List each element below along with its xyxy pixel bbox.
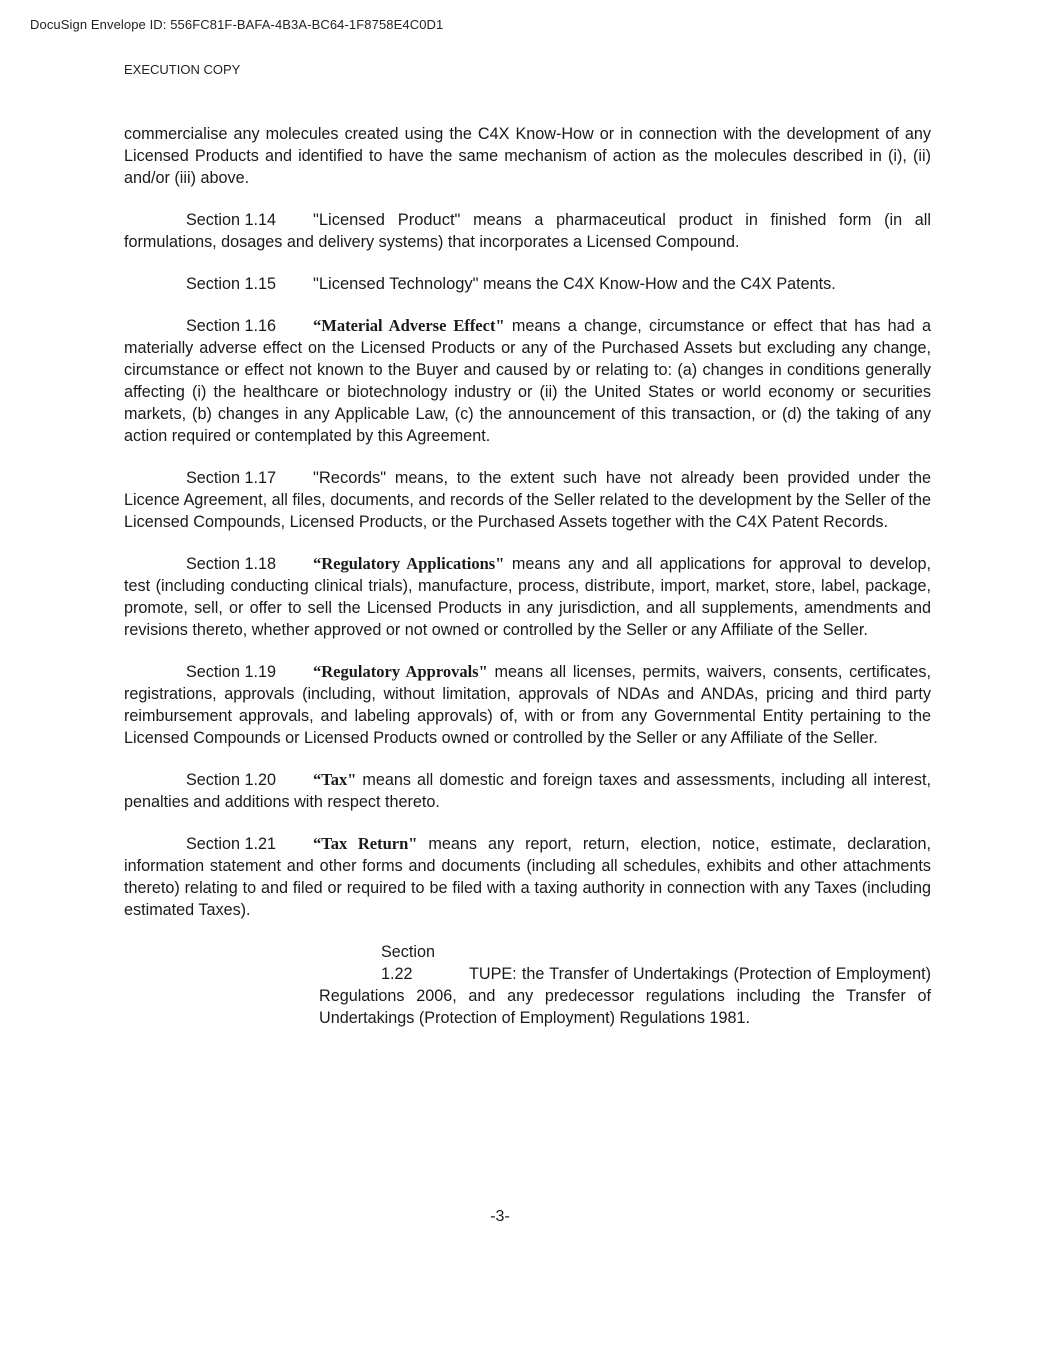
section-number: Section 1.19 <box>186 663 276 681</box>
definition-text: means the C4X Know-How and the C4X Patents. <box>478 275 836 293</box>
section-1-14 <box>124 209 931 253</box>
defined-term: “Tax" <box>313 770 357 789</box>
defined-term: “Regulatory Applications" <box>313 554 505 573</box>
defined-term: “Tax Return" <box>313 834 418 853</box>
section-1-21 <box>124 833 931 921</box>
definition-text: means, to the extent such have not already been provided under the Licence Agreement, all files, documents, and records of the Seller related to the development by the Seller of the Licensed Compounds, Licensed Products, or the Purchased Assets together with the C4X Patent Records. <box>124 469 931 531</box>
definition-text: means a pharmaceutical product in finished form (in all formulations, dosages and delivery systems) that incorporates a Licensed Compound. <box>124 211 931 251</box>
intro-paragraph: commercialise any molecules created using the C4X Know-How or in connection with the development of any Licensed Products and identified to have the same mechanism of action as the molecules described in (i), (ii) and/or (iii) above. <box>124 125 931 187</box>
section-number: Section 1.16 <box>186 317 276 335</box>
section-1-22 <box>319 941 931 1029</box>
defined-term: “Regulatory Approvals" <box>313 662 488 681</box>
defined-term: “Material Adverse Effect" <box>313 316 505 335</box>
definition-text: means a change, circumstance or effect that has had a materially adverse effect on the Licensed Products or any of the Purchased Assets but excluding any change, circumstance or effect not known to the Buyer and caused by or relating to: (a) changes in conditions generally affecting (i) the healthcare or biotechnology industry or (ii) the United States or world economy or securities markets, (b) changes in any Applicable Law, (c) the announcement of this transaction, or (d) the taking of any action required or contemplated by this Agreement. <box>124 317 931 445</box>
section-number: Section 1.21 <box>186 835 276 853</box>
definition-text: TUPE: the Transfer of Undertakings (Protection of Employment) Regulations 2006, and any predecessor regulations including the Transfer of Undertakings (Protection of Employment) Regulations 1981. <box>319 965 931 1027</box>
definition-text: means all domestic and foreign taxes and assessments, including all interest, penalties and additions with respect thereto. <box>124 771 931 811</box>
defined-term: "Records" <box>313 469 387 487</box>
section-1-19 <box>124 661 931 749</box>
section-number: Section 1.20 <box>186 771 276 789</box>
execution-copy-label: EXECUTION COPY <box>124 62 241 77</box>
section-1-20 <box>124 769 931 813</box>
defined-term: "Licensed Technology" <box>313 275 479 293</box>
definition-text: means all licenses, permits, waivers, consents, certificates, registrations, approvals (including, without limitation, approvals of NDAs and ANDAs, pricing and third party reimbursement approvals, and labeling approvals) of, with or from any Governmental Entity pertaining to the Licensed Compounds or Licensed Products owned or controlled by the Seller or any Affiliate of the Seller. <box>124 663 931 747</box>
section-number: Section 1.22 <box>381 943 435 983</box>
section-number: Section 1.17 <box>186 469 276 487</box>
docusign-envelope-id: DocuSign Envelope ID: 556FC81F-BAFA-4B3A-BC64-1F8758E4C0D1 <box>30 17 444 32</box>
section-1-15 <box>124 273 931 295</box>
section-number: Section 1.18 <box>186 555 276 573</box>
definition-text: means any report, return, election, notice, estimate, declaration, information statement and other forms and documents (including all schedules, exhibits and other attachments thereto) relating to and filed or required to be filed with a taxing authority in connection with any Taxes (including estimated Taxes). <box>124 835 931 919</box>
defined-term: "Licensed Product" <box>313 211 461 229</box>
document-body <box>124 123 931 1049</box>
section-number: Section 1.15 <box>186 275 276 293</box>
section-1-17 <box>124 467 931 533</box>
definition-text: means any and all applications for approval to develop, test (including conducting clinical trials), manufacture, process, distribute, import, market, store, label, package, promote, sell, or offer to sell the Licensed Products in any jurisdiction, and all supplements, amendments and revisions thereto, whether approved or not owned or controlled by the Seller or any Affiliate of the Seller. <box>124 555 931 639</box>
section-number: Section 1.14 <box>186 211 276 229</box>
section-1-16 <box>124 315 931 447</box>
section-1-18 <box>124 553 931 641</box>
page-number: -3- <box>490 1208 510 1225</box>
